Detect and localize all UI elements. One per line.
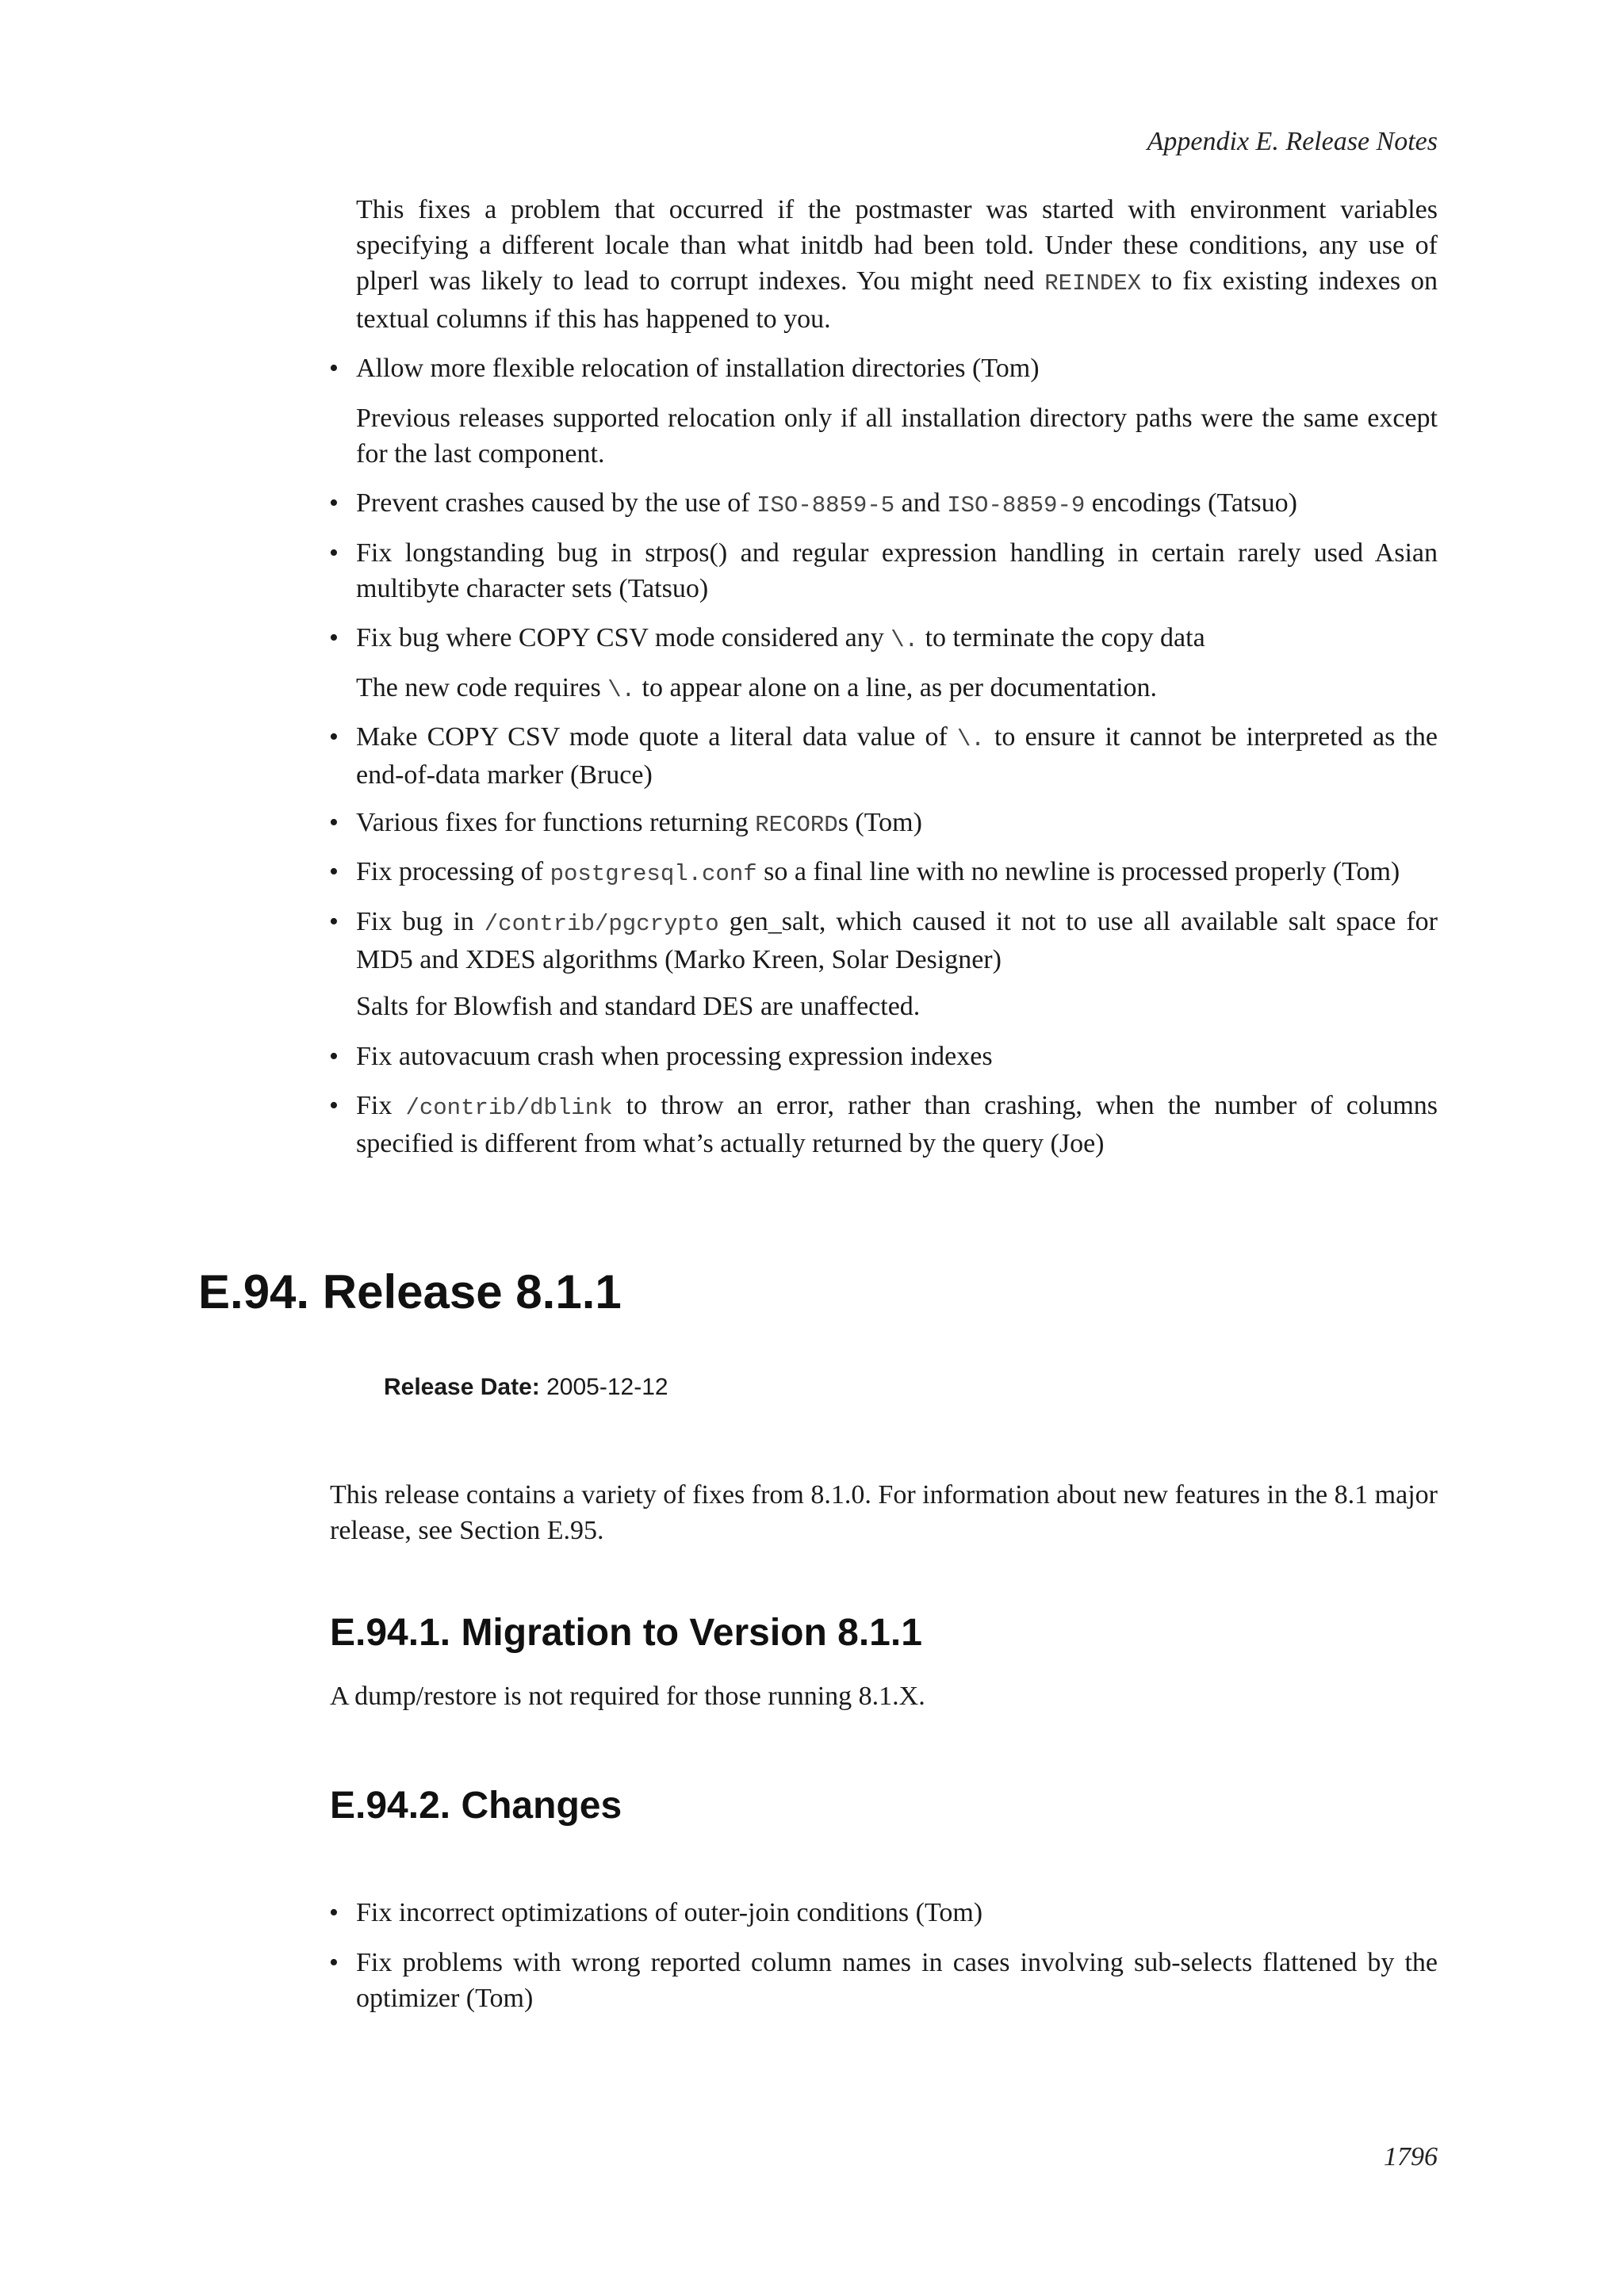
code-encoding: ISO-8859-5 (756, 492, 895, 519)
bullet-icon: • (329, 354, 339, 383)
bullet-icon: • (329, 1898, 339, 1927)
list-item: • Fix bug in /contrib/pgcrypto gen_salt, which caused it not to use all available salt space for MD5 and XDES algorithms (Marko Kreen, Solar Designer) (356, 904, 1438, 978)
code-backslash-dot: \. (957, 726, 985, 752)
bullet-icon: • (329, 623, 339, 652)
migration-text: A dump/restore is not required for those running 8.1.X. (330, 1682, 925, 1711)
list-item-note: The new code requires \. to appear alone on a line, as per documentation. (356, 673, 1158, 703)
list-item: • Make COPY CSV mode quote a literal data value of \. to ensure it cannot be interpreted as the end-of-data marker (Bruce) (356, 719, 1438, 793)
code-pgcrypto: /contrib/pgcrypto (484, 911, 719, 937)
list-item: • Fix bug where COPY CSV mode considered any \. to terminate the copy data (356, 620, 1438, 658)
section-intro: This release contains a variety of fixes from 8.1.0. For information about new features in the 8.1 major release, see Section E.95. (330, 1480, 1438, 1545)
code-postgresql-conf: postgresql.conf (550, 861, 757, 887)
code-encoding: ISO-8859-9 (947, 492, 1086, 519)
code-record: RECORD (755, 812, 838, 838)
list-item: • Various fixes for functions returning RECORDs (Tom) (356, 805, 1438, 843)
code-backslash-dot: \. (607, 677, 636, 703)
list-item: • Fix /contrib/dblink to throw an error, rather than crashing, when the number of columns specified is different from what’s actually returned by the query (Joe) (356, 1088, 1438, 1161)
list-item: • Allow more flexible relocation of installation directories (Tom) (356, 350, 1438, 386)
list-item: • Fix problems with wrong reported column names in cases involving sub-selects flattened by the optimizer (Tom) (356, 1945, 1438, 2016)
bullet-icon: • (329, 808, 339, 837)
list-item: • Fix incorrect optimizations of outer-join conditions (Tom) (356, 1895, 1438, 1931)
bullet-icon: • (329, 1091, 339, 1120)
bullet-icon: • (329, 907, 339, 936)
release-date-value: 2005-12-12 (546, 1374, 668, 1400)
bullet-icon: • (329, 538, 339, 568)
page-number: 1796 (1384, 2142, 1438, 2172)
bullet-icon: • (329, 488, 339, 518)
list-item: • Fix longstanding bug in strpos() and regular expression handling in certain rarely used Asian multibyte character sets (Tatsuo) (356, 535, 1438, 607)
bullet-icon: • (329, 1042, 339, 1071)
continuation-paragraph: This fixes a problem that occurred if the postmaster was started with environment variables specifying a different locale than what initdb had been told. Under these conditions, any use of plperl was likely to lead to corrupt indexes. You might need REINDEX to fix existing indexes on textual columns if this has happened to you. (356, 195, 1438, 334)
code-reindex: REINDEX (1044, 270, 1142, 297)
section-title: E.94. Release 8.1.1 (198, 1265, 622, 1318)
code-dblink: /contrib/dblink (405, 1095, 613, 1121)
bullet-icon: • (329, 722, 339, 752)
changes-title: E.94.2. Changes (330, 1785, 622, 1827)
list-item-note: Previous releases supported relocation only if all installation directory paths were the same except for the last component. (356, 404, 1438, 469)
migration-title: E.94.1. Migration to Version 8.1.1 (330, 1612, 922, 1654)
list-item: • Fix processing of postgresql.conf so a final line with no newline is processed properly (Tom) (356, 854, 1438, 892)
list-item: • Fix autovacuum crash when processing expression indexes (356, 1039, 1438, 1074)
list-item-note: Salts for Blowfish and standard DES are unaffected. (356, 992, 921, 1021)
release-date (384, 1374, 668, 1401)
bullet-icon: • (329, 1948, 339, 1977)
code-backslash-dot: \. (891, 627, 919, 653)
list-item: • Prevent crashes caused by the use of ISO-8859-5 and ISO-8859-9 encodings (Tatsuo) (356, 485, 1438, 523)
release-date-label: Release Date: (384, 1374, 540, 1400)
bullet-icon: • (329, 857, 339, 886)
running-header: Appendix E. Release Notes (1147, 127, 1438, 156)
